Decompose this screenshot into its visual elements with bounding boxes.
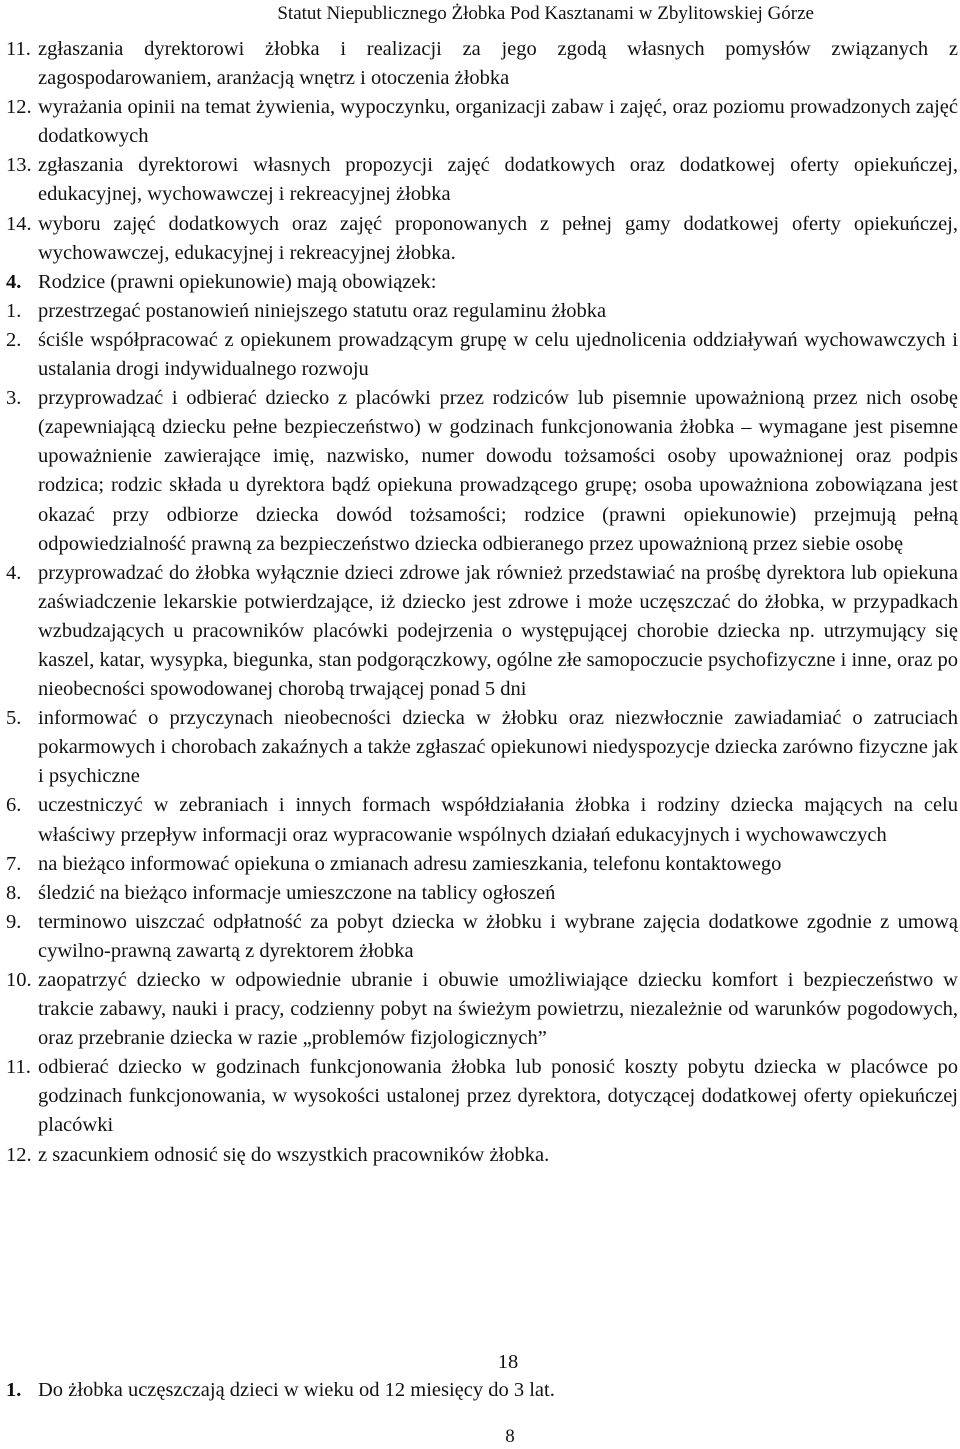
item-number: 3.: [6, 387, 22, 410]
list-item: [6, 151, 958, 209]
item-number: 7.: [6, 852, 22, 875]
item-number: 6.: [6, 794, 22, 817]
document-body: [6, 35, 958, 1170]
item-text: wyboru zajęć dodatkowych oraz zajęć proponowanych z pełnej gamy dodatkowej oferty opiekuńczej, wychowawczej, edukacyjnej i rekreacyjnej żłobka.: [38, 212, 958, 264]
item-text: Do żłobka uczęszczają dzieci w wieku od 12 miesięcy do 3 lat.: [38, 1379, 555, 1401]
list-item: [6, 559, 958, 704]
list-item: [6, 210, 958, 268]
item-number: 8.: [6, 881, 22, 904]
item-text: zgłaszania dyrektorowi własnych propozycji zajęć dodatkowych oraz dodatkowej oferty opiekuńczej, edukacyjnej, wychowawczej i rekreacyjnej żłobka: [38, 154, 958, 206]
item-number: 13.: [6, 154, 32, 177]
list-item: [6, 850, 958, 879]
item-text: ściśle współpracować z opiekunem prowadzącym grupę w celu ujednolicenia oddziaływań wychowawczych i ustalania drogi indywidualnego rozwoju: [38, 328, 958, 381]
item-number: 11.: [6, 38, 31, 60]
list-item: [6, 1053, 958, 1140]
list-item: [6, 384, 958, 559]
list-item: [6, 326, 958, 384]
item-text: zgłaszania dyrektorowi żłobka i realizacji za jego zgodą własnych pomysłów związanych z zagospodarowaniem, aranżacją wnętrz i otoczenia żłobka: [38, 38, 958, 90]
item-text: na bieżąco informować opiekuna o zmianach adresu zamieszkania, telefonu kontaktowego: [38, 852, 782, 875]
list-item: [6, 1141, 958, 1170]
section-point-4: [6, 268, 958, 297]
item-number: 12.: [6, 1143, 32, 1166]
item-text: terminowo uiszczać odpłatność za pobyt dziecka w żłobku i wybrane zajęcia dodatkowe zgodnie z umową cywilno-prawną zawartą z dyrektorem żłobka: [38, 910, 958, 962]
item-number: 1.: [6, 1379, 22, 1401]
item-number: 1.: [6, 299, 22, 322]
list-item: [6, 93, 958, 151]
item-number: 4.: [6, 561, 22, 584]
item-text: uczestniczyć w zebraniach i innych formach współdziałania żłobka i rodziny dziecka mających na celu właściwy przepływ informacji oraz wypracowanie wspólnych działań edukacyjnych i wychowawczych: [38, 794, 958, 846]
section-item: [6, 1376, 555, 1405]
list-item: [6, 908, 958, 966]
list-item: [6, 791, 958, 849]
point-text: Rodzice (prawni opiekunowie) mają obowiązek:: [38, 270, 437, 293]
document-header: Statut Niepublicznego Żłobka Pod Kasztanami w Zbylitowskiej Górze: [277, 3, 814, 24]
item-number: 11.: [6, 1056, 31, 1079]
list-item: [6, 35, 958, 93]
section-number: 18: [497, 1351, 519, 1373]
list-item: [6, 879, 958, 908]
page-number: 8: [505, 1426, 515, 1447]
item-number: 12.: [6, 96, 32, 119]
list-item: [6, 966, 958, 1053]
item-text: zaopatrzyć dziecko w odpowiednie ubranie i obuwie umożliwiające dziecku komfort i bezpieczeństwo w trakcie zabawy, nauki i pracy, codzienny pobyt na świeżym powietrzu, niezależnie od warunków pogodowych, oraz przebranie dziecka w razie „problemów fizjologicznych”: [38, 969, 958, 1050]
item-text: z szacunkiem odnosić się do wszystkich pracowników żłobka.: [38, 1143, 550, 1166]
item-text: informować o przyczynach nieobecności dziecka w żłobku oraz niezwłocznie zawiadamiać o zatruciach pokarmowych i chorobach zakaźnych a także zgłaszać opiekunowi niedyspozycje dziecka zarówno fizyczne jak i psychiczne: [38, 707, 958, 788]
item-text: przestrzegać postanowień niniejszego statutu oraz regulaminu żłobka: [38, 299, 607, 322]
item-number: 9.: [6, 910, 22, 933]
point-number: 4.: [6, 270, 22, 293]
item-number: 2.: [6, 328, 22, 351]
item-text: odbierać dziecko w godzinach funkcjonowania żłobka lub ponosić koszty pobytu dziecka w placówce po godzinach funkcjonowania, w wysokości ustalonej przez dyrektora, dotyczącej dodatkowej oferty opiekuńczej placówki: [38, 1056, 958, 1137]
list-item: [6, 297, 958, 326]
item-text: przyprowadzać do żłobka wyłącznie dzieci zdrowe jak również przedstawiać na prośbę dyrektora lub opiekuna zaświadczenie lekarskie potwierdzające, iż dziecko jest zdrowe i może uczęszczać do żłobka, w przypadkach wzbudzających u pracowników placówki podejrzenia o występującej chorobie dziecka np. utrzymujący się kaszel, katar, wysypka, biegunka, stan podgorączkowy, ogólne złe samopoczucie psychofizyczne i inne, oraz po nieobecności spowodowanej chorobą trwającej ponad 5 dni: [38, 561, 958, 701]
item-text: wyrażania opinii na temat żywienia, wypoczynku, organizacji zabaw i zajęć, oraz poziomu prowadzonych zajęć dodatkowych: [38, 96, 958, 148]
list-item: [6, 704, 958, 791]
item-text: przyprowadzać i odbierać dziecko z placówki przez rodziców lub pisemnie upoważnioną przez nich osobę (zapewniającą dziecku pełne bezpieczeństwo) w godzinach funkcjonowania żłobka – wymagane jest pisemne upoważnienie zawierające imię, nazwisko, numer dowodu tożsamości osoby upoważnionej oraz podpis rodzica; rodzic składa u dyrektora bądź opiekuna prowadzącego grupę; osoba upoważniona zobowiązana jest okazać przy odbiorze dziecka dowód tożsamości; rodzice (prawni opiekunowie) przejmują pełną odpowiedzialność prawną za bezpieczeństwo dziecka odbieranego przez upoważnioną przez siebie osobę: [38, 387, 958, 555]
item-number: 10.: [6, 969, 32, 991]
item-text: śledzić na bieżąco informacje umieszczone na tablicy ogłoszeń: [38, 881, 556, 904]
item-number: 14.: [6, 212, 32, 235]
item-number: 5.: [6, 707, 22, 730]
section-heading: [0, 1348, 960, 1379]
